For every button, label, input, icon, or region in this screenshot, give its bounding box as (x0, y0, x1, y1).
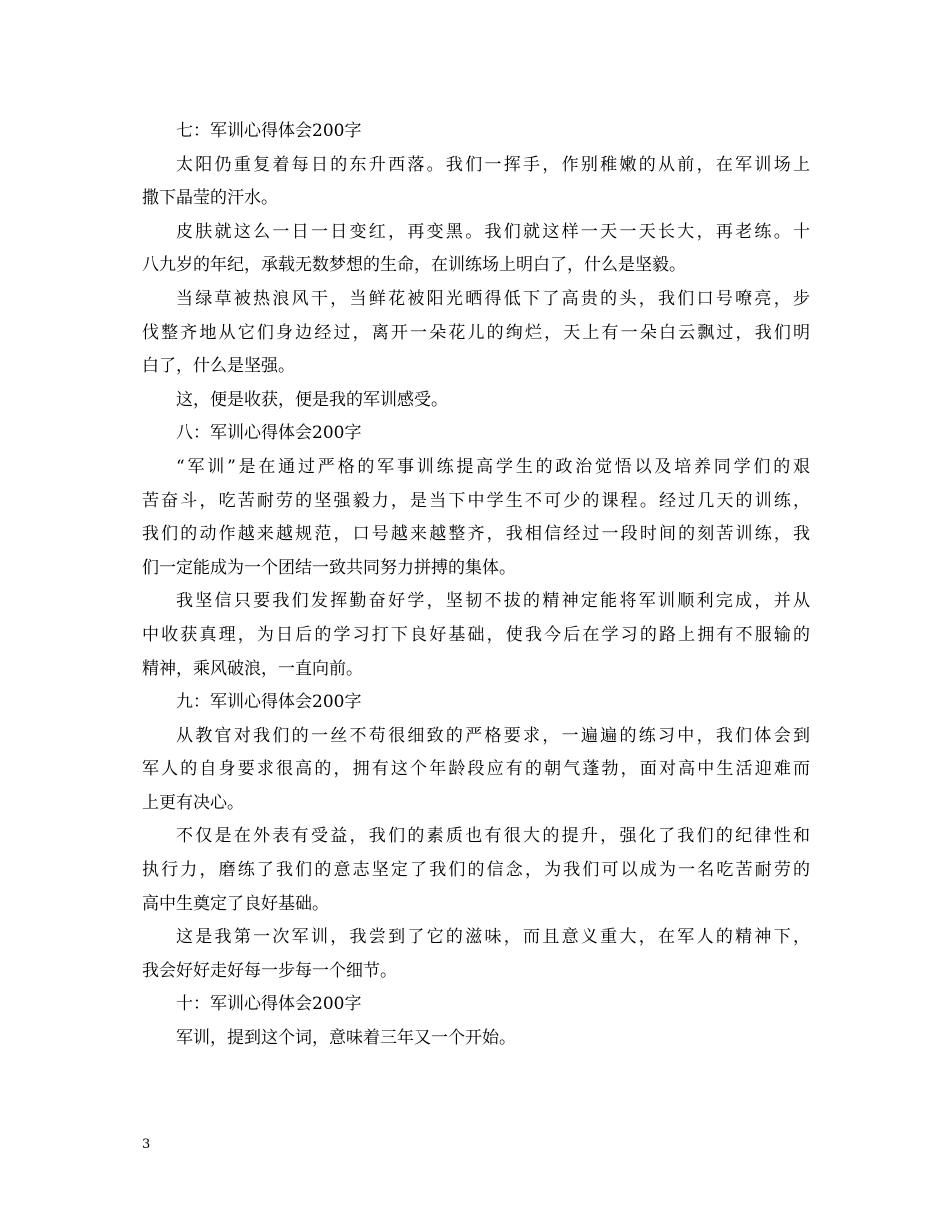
heading-line: 八：军训心得体会200字 (176, 423, 362, 444)
paragraph-line: 撒下晶莹的汗水。 (142, 188, 278, 209)
paragraph-line: 白了，什么是坚强。 (142, 356, 295, 377)
paragraph-line: 我们的动作越来越规范，口号越来越整齐，我相信经过一段时间的刻苦训练，我 (142, 524, 810, 545)
paragraph (142, 820, 810, 921)
paragraph (142, 216, 810, 283)
paragraph-line: 军训，提到这个词，意味着三年又一个开始。 (176, 1028, 516, 1049)
paragraph-line: 从教官对我们的一丝不苟很细致的严格要求，一遍遍的练习中，我们体会到 (176, 725, 810, 746)
paragraph (142, 1022, 810, 1056)
paragraph-line: 这是我第一次军训，我尝到了它的滋味，而且意义重大，在军人的精神下， (176, 927, 810, 948)
paragraph-line: 上更有决心。 (142, 792, 244, 813)
paragraph (142, 921, 810, 988)
document-body (142, 115, 810, 1056)
paragraph-line: 军人的自身要求很高的，拥有这个年龄段应有的朝气蓬勃，面对高中生活迎难而 (142, 759, 810, 780)
paragraph (142, 283, 810, 384)
paragraph-line: 高中生奠定了良好基础。 (142, 893, 329, 914)
paragraph (142, 451, 810, 585)
paragraph-line: 中收获真理，为日后的学习打下良好基础，使我今后在学习的路上拥有不服输的 (142, 624, 810, 645)
section-heading-7 (142, 115, 810, 149)
paragraph-line: 我会好好走好每一步每一个细节。 (142, 960, 397, 981)
paragraph-line: 当绿草被热浪风干，当鲜花被阳光晒得低下了高贵的头，我们口号嘹亮，步 (176, 288, 810, 309)
paragraph (142, 720, 810, 821)
paragraph-line: 伐整齐地从它们身边经过，离开一朵花儿的绚烂，天上有一朵白云飘过，我们明 (142, 322, 810, 343)
paragraph-line: 这，便是收获，便是我的军训感受。 (176, 389, 448, 410)
heading-line: 九：军训心得体会200字 (176, 692, 362, 713)
section-heading-8 (142, 417, 810, 451)
heading-line: 十：军训心得体会200字 (176, 994, 362, 1015)
paragraph (142, 149, 810, 216)
paragraph-line: 皮肤就这么一日一日变红，再变黑。我们就这样一天一天长大，再老练。十 (176, 221, 810, 242)
section-heading-10 (142, 988, 810, 1022)
paragraph (142, 585, 810, 686)
paragraph-line: 太阳仍重复着每日的东升西落。我们一挥手，作别稚嫩的从前，在军训场上 (176, 154, 810, 175)
paragraph-line: 不仅是在外表有受益，我们的素质也有很大的提升，强化了我们的纪律性和 (176, 826, 810, 847)
paragraph-line: 精神，乘风破浪，一直向前。 (142, 658, 363, 679)
page-number: 3 (142, 1137, 151, 1152)
heading-line: 七：军训心得体会200字 (176, 121, 362, 141)
paragraph-line: 们一定能成为一个团结一致共同努力拼搏的集体。 (142, 557, 516, 578)
paragraph-line: 我坚信只要我们发挥勤奋好学，坚韧不拔的精神定能将军训顺利完成，并从 (176, 591, 810, 612)
section-heading-9 (142, 686, 810, 720)
paragraph-line: 苦奋斗，吃苦耐劳的坚强毅力，是当下中学生不可少的课程。经过几天的训练， (142, 490, 810, 511)
paragraph-line: 八九岁的年纪，承载无数梦想的生命，在训练场上明白了，什么是坚毅。 (142, 255, 686, 276)
paragraph-line: 执行力，磨练了我们的意志坚定了我们的信念，为我们可以成为一名吃苦耐劳的 (142, 860, 810, 881)
paragraph (142, 384, 810, 418)
paragraph-line: “军训”是在通过严格的军事训练提高学生的政治觉悟以及培养同学们的艰 (176, 456, 810, 477)
